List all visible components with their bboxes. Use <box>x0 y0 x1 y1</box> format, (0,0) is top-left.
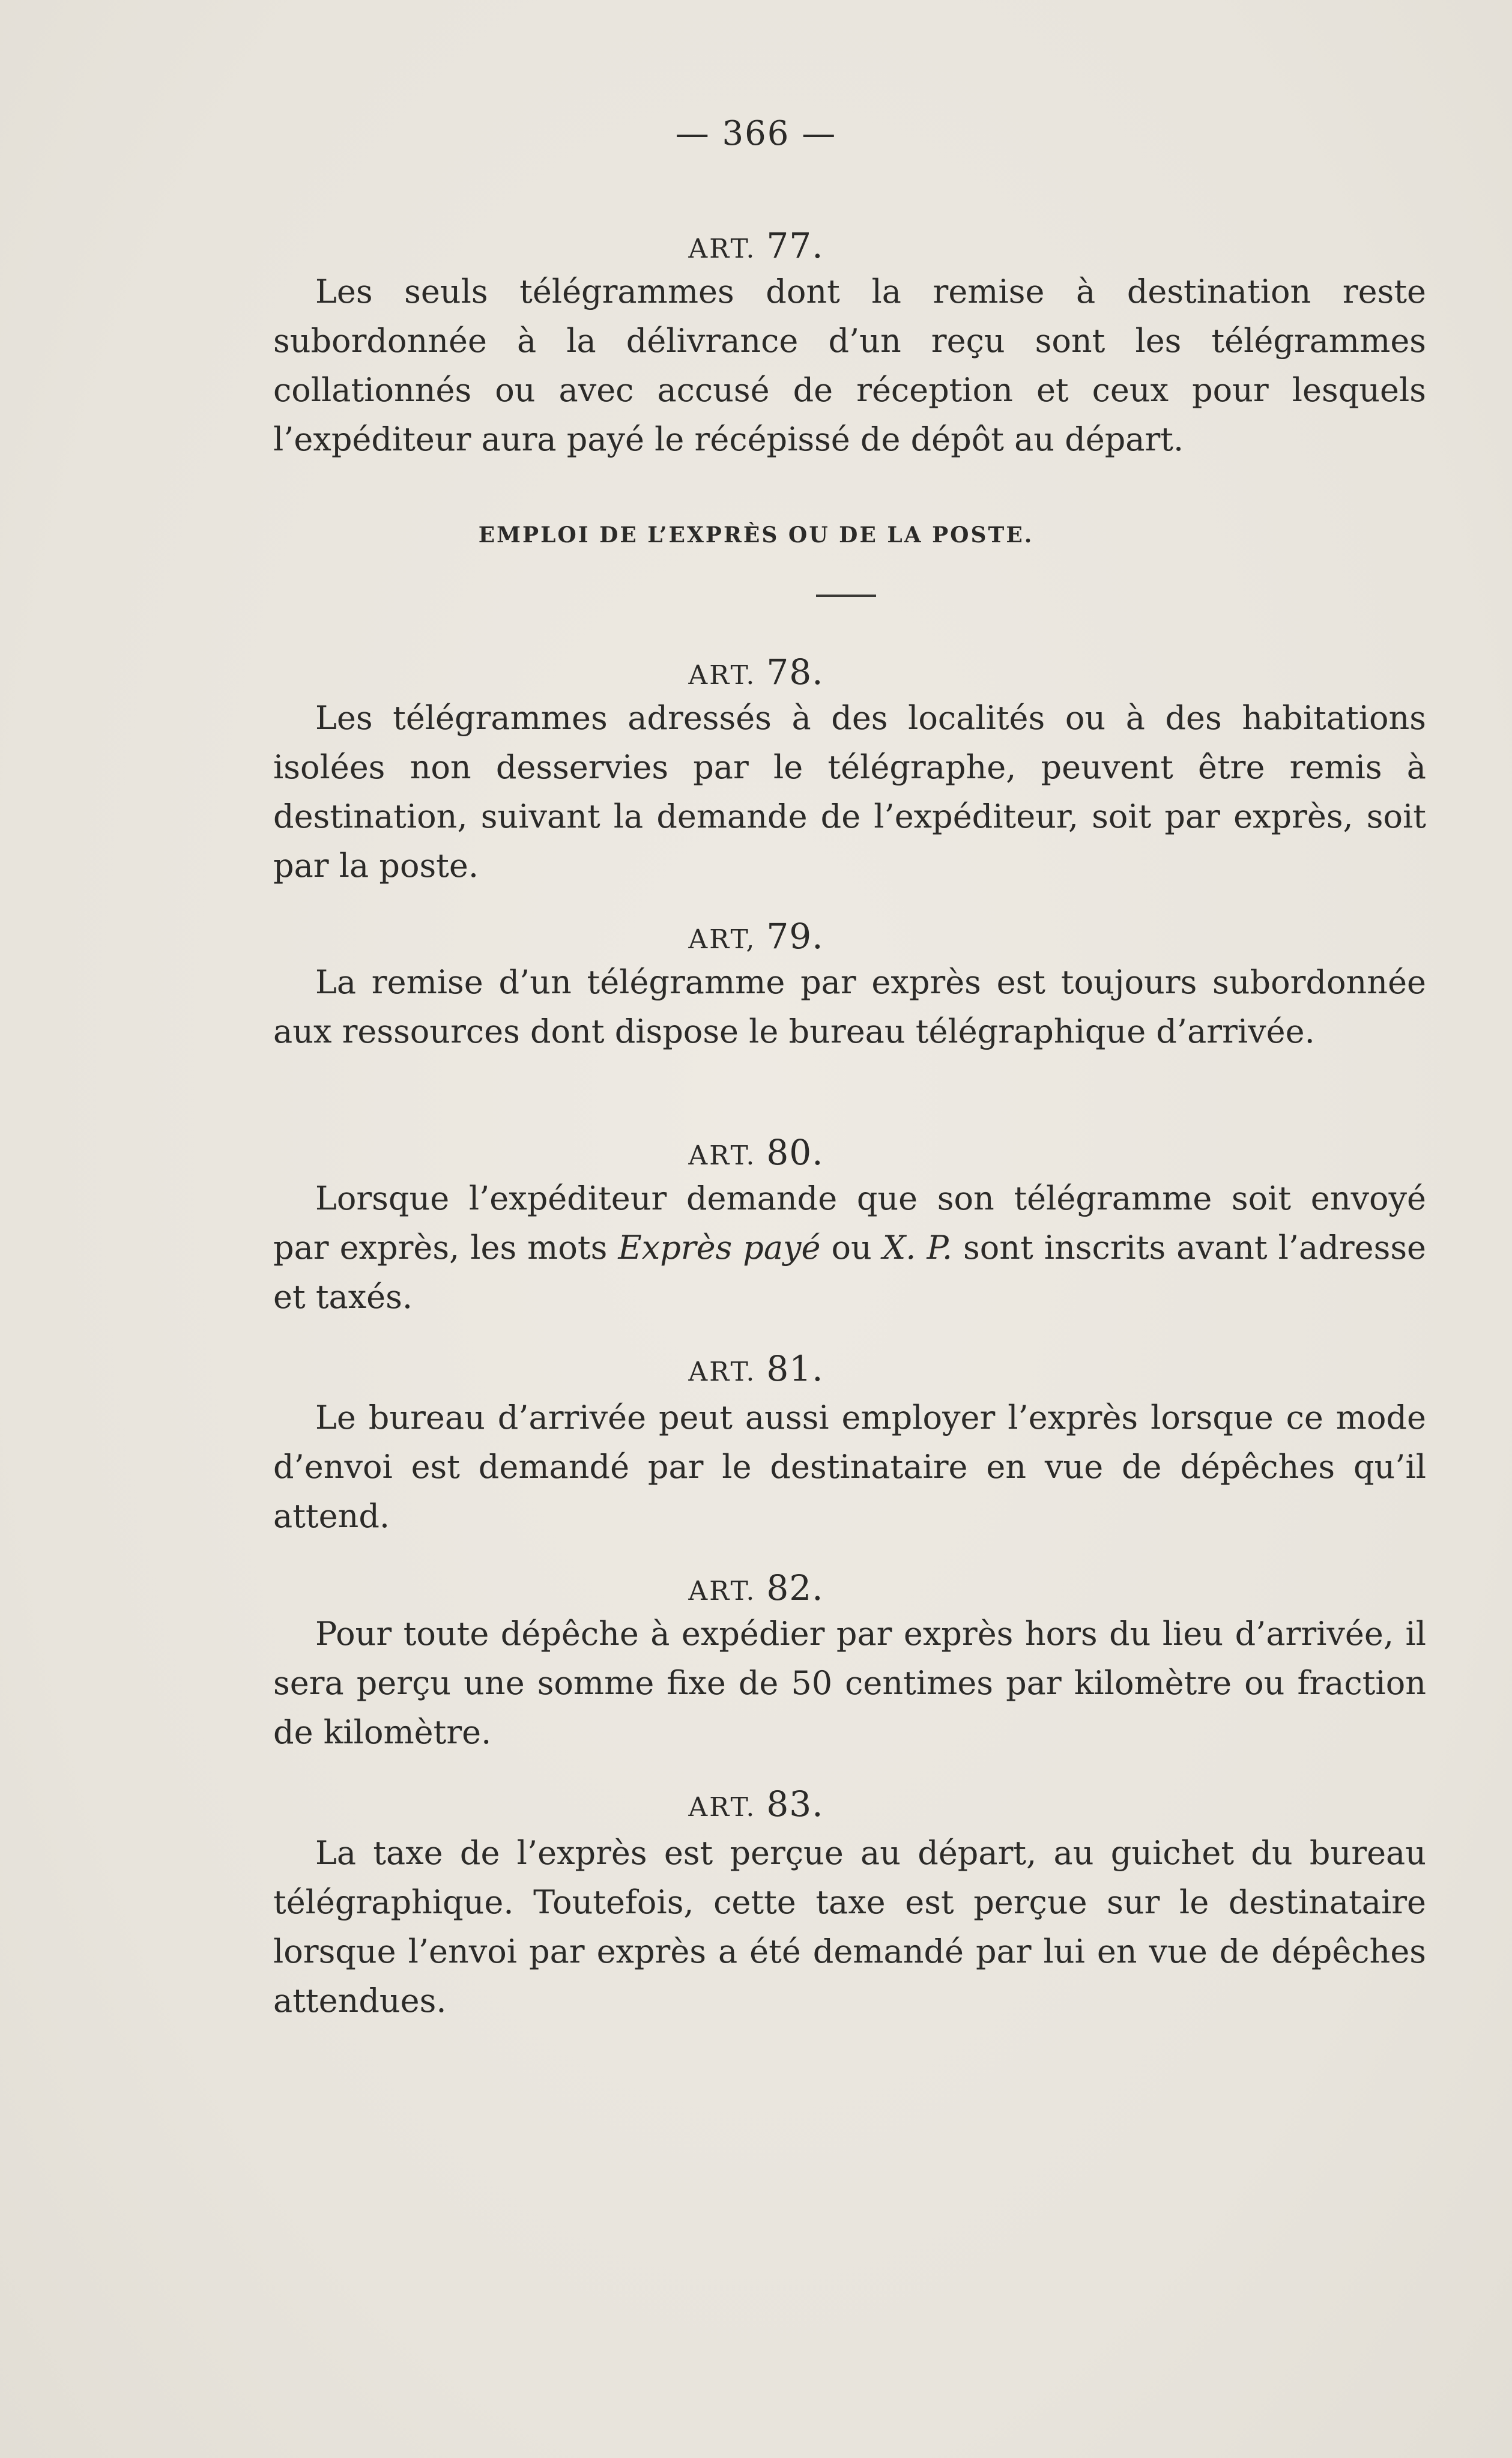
article-text-part: Lorsque l’expéditeur demande que son télégramme soit envoyé par exprès, les mots <box>273 1179 1426 1267</box>
article-text-part: sont inscrits avant l’adresse et taxés. <box>273 1229 1426 1316</box>
article-number: 80. <box>766 1132 824 1173</box>
article-number: 82. <box>766 1567 824 1608</box>
article-label: ART. <box>688 1140 757 1171</box>
article-number: 83. <box>766 1784 824 1824</box>
article-heading-81 <box>0 1348 1512 1389</box>
article-text-italic: Exprès payé <box>618 1229 821 1267</box>
article-label: ART. <box>688 1576 757 1606</box>
article-label: ART, <box>688 924 757 955</box>
article-text-part: ou <box>820 1229 883 1267</box>
article-heading-83 <box>0 1784 1512 1824</box>
article-label: ART. <box>688 660 757 691</box>
article-label: ART. <box>688 1357 757 1387</box>
section-divider <box>816 595 876 597</box>
article-heading-79 <box>0 916 1512 957</box>
article-heading-80 <box>0 1132 1512 1173</box>
article-text-italic: X. P. <box>882 1229 953 1267</box>
article-label: ART. <box>688 1792 757 1823</box>
article-text-78: Les télégrammes adressés à des localités ou à des habitations isolées non desservies par le télégraphe, peuvent être remis à destination, suivant la demande de l’expéditeur, soit par exprès, soit par la poste. <box>273 699 1426 885</box>
article-heading-77 <box>0 225 1512 266</box>
article-text-83: La taxe de l’exprès est perçue au départ, au guichet du bureau télégraphique. Toutefois, cette taxe est perçue sur le destinataire lorsque l’envoi par exprès a été demandé par lui en vue de dépêches attendues. <box>273 1834 1426 2020</box>
article-heading-78 <box>0 652 1512 692</box>
article-text-81: Le bureau d’arrivée peut aussi employer l’exprès lorsque ce mode d’envoi est demandé par le destinataire en vue de dépêches qu’il attend. <box>273 1399 1426 1535</box>
section-heading: EMPLOI DE L’EXPRÈS OU DE LA POSTE. <box>478 522 1034 548</box>
article-heading-82 <box>0 1567 1512 1608</box>
page-number: — 366 — <box>675 114 837 153</box>
article-text-77: Les seuls télégrammes dont la remise à destination reste subordonnée à la délivrance d’un reçu sont les télégrammes collationnés ou avec accusé de réception et ceux pour lesquels l’expéditeur aura payé le récépissé de dépôt au départ. <box>273 273 1426 458</box>
article-text-80 <box>273 1174 1426 1322</box>
article-text-82: Pour toute dépêche à expédier par exprès hors du lieu d’arrivée, il sera perçu une somme fixe de 50 centimes par kilomètre ou fraction de kilomètre. <box>273 1615 1426 1751</box>
article-number: 79. <box>766 916 824 957</box>
article-number: 77. <box>766 225 824 266</box>
article-text-79: La remise d’un télégramme par exprès est toujours subordonnée aux ressources dont dispose le bureau télégraphique d’arrivée. <box>273 963 1426 1050</box>
article-number: 81. <box>766 1348 824 1389</box>
article-number: 78. <box>766 652 824 692</box>
article-label: ART. <box>688 234 757 264</box>
